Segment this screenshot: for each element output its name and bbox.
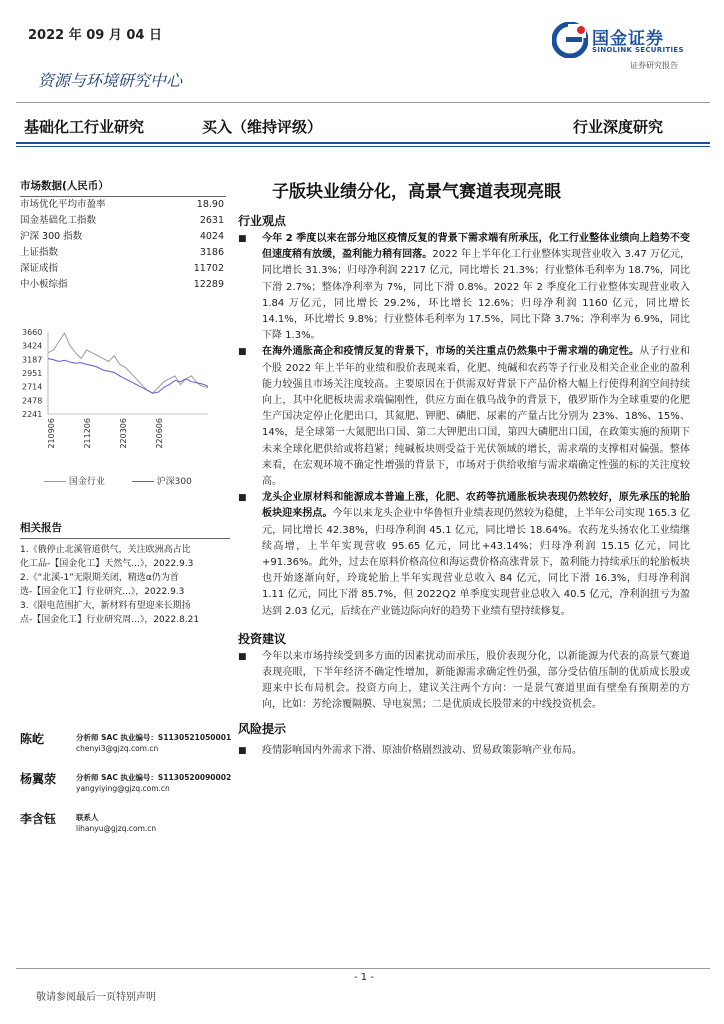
bullet-square-icon: ■ xyxy=(238,745,247,756)
market-data-label: 中小板综指 xyxy=(20,279,68,290)
market-data-row xyxy=(20,245,226,261)
market-data-value: 3186 xyxy=(199,247,224,258)
research-center: 资源与环境研究中心 xyxy=(38,71,183,90)
market-data-row xyxy=(20,213,226,229)
market-data-label: 深证成指 xyxy=(20,263,59,274)
bullet-square-icon: ■ xyxy=(238,493,247,504)
related-reports-rule xyxy=(20,538,230,539)
bullet-paragraph xyxy=(238,649,690,714)
market-data-table xyxy=(20,197,226,293)
chart-legend xyxy=(26,474,192,487)
x-tick-label: 220606 xyxy=(155,418,164,449)
section-heading-advice: 投资建议 xyxy=(238,631,287,646)
bullet-paragraph xyxy=(238,231,690,344)
bullet-lead: 龙头企业原材料和能源成本普遍上涨，化肥、农药等抗通胀板块表现仍然较好，原先承压的轮胎板块迎来拐点。 xyxy=(262,492,690,520)
market-data-row xyxy=(20,261,226,277)
analyst-list xyxy=(20,730,230,850)
bullet-paragraph xyxy=(238,743,690,759)
analyst-email[interactable]: chenyi3@gjzq.com.cn xyxy=(76,744,159,753)
analyst-license: 联系人 xyxy=(76,813,99,822)
y-tick-label: 2951 xyxy=(22,369,43,378)
spacer xyxy=(238,620,690,630)
market-data-label: 上证指数 xyxy=(20,247,59,258)
legend-swatch-hs300 xyxy=(132,481,154,482)
disclaimer: 敬请参阅最后一页特别声明 xyxy=(36,992,156,1003)
legend-label-hs300: 沪深300 xyxy=(156,477,192,487)
bullet-body: 从子行业和个股 2022 年上半年的业绩和股价表现来看，化肥、纯碱和农药等子行业及相关企业企业的盈利能力较强且市场关注度较高。主要原因在于供需双好背景下产品价格大幅上行使得利润空间持续向上，其中化肥板块需求端偏刚性，供应方面在俄乌战争的背景下，俄罗斯作为全球重要的化肥生产国决定停止化肥出口，其氮肥、钾肥、磷肥、尿素的产量占比分别为 23%、18%、15%、14%，是全球第一大氮肥出口国、第二大钾肥出口国，第四大磷肥出口国，在政策实施的预期下未来全球化肥供给或将趋紧；纯碱板块则受益于光伏领域的增长，需求端的支撑相对偏强。整体来看，在宏观环境不确定性增强的背景下，市场对于供给收缩与需求端确定性强的标的关注度较高。 xyxy=(262,346,690,488)
y-tick-label: 2714 xyxy=(22,382,43,392)
bullet-square-icon: ■ xyxy=(238,651,247,662)
analyst-license: 分析师 SAC 执业编号：S1130520090002 xyxy=(76,773,232,782)
analyst-card xyxy=(20,730,230,770)
section-heading-views: 行业观点 xyxy=(238,214,287,228)
y-tick-label: 2478 xyxy=(22,396,43,406)
report-item-line: 化工品-【国金化工】天然气...》，2022.9.3 xyxy=(20,558,194,569)
analyst-card xyxy=(20,810,230,850)
report-tag: 证券研究报告 xyxy=(630,61,678,70)
report-item-line: 选-【国金化工】行业研究...》，2022.9.3 xyxy=(20,586,185,597)
market-data-title: 市场数据(人民币） xyxy=(20,180,109,192)
report-item-line: 1.《俄停止北溪管道供气，关注欧洲高占比 xyxy=(20,545,191,555)
sinolink-logo-icon xyxy=(552,22,588,58)
report-item[interactable] xyxy=(20,572,230,599)
market-data-value: 2631 xyxy=(199,215,224,226)
market-data-value: 12289 xyxy=(193,279,224,290)
bullet-square-icon: ■ xyxy=(238,347,247,358)
index-chart xyxy=(20,322,228,492)
analyst-email[interactable]: yangyiying@gjzq.com.cn xyxy=(76,784,170,793)
bullet-lead: 今年 2 季度以来在部分地区疫情反复的背景下需求端有所承压，化工行业整体业绩向上趋势不变但速度稍有放缓，盈利能力稍有回落。 xyxy=(262,233,690,261)
main-title: 子版块业绩分化，高景气赛道表现亮眼 xyxy=(272,182,561,202)
bullet-body: 今年以来市场持续受到多方面的因素扰动而承压，股价表现分化，以新能源为代表的高景气赛道表现亮眼，下半年经济不确定性增加，新能源需求确定性仍强，部分受估值压制的优质成长股或迎来中长布局机会。投资方向上，建议关注两个方向：一是景气赛道里面有壁垒有预期差的方向，比如：芳纶涂覆隔膜、导电炭黑；二是优质成长股带来的中线投资机会。 xyxy=(262,650,690,711)
market-data-panel xyxy=(20,178,226,293)
market-data-value: 11702 xyxy=(193,263,224,274)
bullet-body: 今年以来龙头企业中华鲁恒升业绩表现仍然较为稳健，上半年公司实现 165.3 亿元，同比增长 42.38%，归母净利润 45.1 亿元，同比增长 18.64%。农药龙头扬农化工业绩继续高增，上半年实现营收 95.65 亿元，同比+43.14%；归母净利润 15.15 亿元，同比+91.36%。此外，过去在原料价格高位和海运费价格高涨背景下，盈利能力持续承压的轮胎板块也开始逐渐向好，玲珑轮胎上半年实现营业总收入 84 亿元，同比下滑 16.3%，归母净利润 1.11 亿元，同比下滑 85.7%，但 2022Q2 单季度实现营业总收入 40.5 亿元，净利润扭亏为盈达到 2.03 亿元，后续在产业链边际向好的趋势下业绩有望持续修复。 xyxy=(262,508,690,617)
market-data-value: 18.90 xyxy=(196,199,224,210)
analyst-card xyxy=(20,770,230,810)
x-tick-label: 220306 xyxy=(119,418,128,449)
report-date: 2022 年 09 月 04 日 xyxy=(28,28,162,43)
related-reports-title: 相关报告 xyxy=(20,522,62,534)
market-data-row xyxy=(20,197,226,213)
industry-name: 基础化工行业研究 xyxy=(24,118,145,136)
analyst-name: 陈屹 xyxy=(20,732,45,746)
bullet-square-icon: ■ xyxy=(238,234,247,244)
report-item-line: 点-【国金化工】行业研究周...》，2022.8.21 xyxy=(20,614,200,625)
header-rule-thick xyxy=(16,142,710,144)
market-data-row xyxy=(20,229,226,245)
rating: 买入（维持评级） xyxy=(202,118,323,136)
x-tick-label: 210906 xyxy=(47,418,56,449)
y-tick-label: 3424 xyxy=(22,341,43,351)
series-line-industry xyxy=(48,333,208,393)
page-number: - 1 - xyxy=(354,972,374,983)
bullet-lead: 在海外通胀高企和疫情反复的背景下，市场的关注重点仍然集中于需求端的确定性。 xyxy=(262,346,640,358)
report-item-line: 3.《限电范围扩大，新材料有望迎来长期扬 xyxy=(20,601,191,611)
bullet-paragraph xyxy=(238,344,690,490)
bullet-paragraph xyxy=(238,490,690,620)
index-chart-svg xyxy=(20,322,228,472)
analyst-license: 分析师 SAC 执业编号：S1130521050001 xyxy=(76,733,232,742)
report-item[interactable] xyxy=(20,600,230,627)
bullet-body: 疫情影响国内外需求下滑、原油价格剧烈波动、贸易政策影响产业布局。 xyxy=(262,744,582,756)
market-data-label: 沪深 300 指数 xyxy=(20,231,83,242)
market-data-row xyxy=(20,277,226,293)
header-rule-thin xyxy=(16,146,710,147)
report-type: 行业深度研究 xyxy=(573,118,664,136)
section-heading-risk: 风险提示 xyxy=(238,721,287,736)
x-tick-label: 211206 xyxy=(83,418,92,449)
y-tick-label: 3187 xyxy=(22,355,43,365)
legend-swatch-industry xyxy=(44,481,66,482)
footer-divider xyxy=(16,968,710,969)
y-tick-label: 2241 xyxy=(22,410,43,419)
main-content xyxy=(238,212,690,759)
brand-name-en: SINOLINK SECURITIES xyxy=(592,46,684,54)
market-data-label: 市场优化平均市盈率 xyxy=(20,199,106,210)
bullet-body: 2022 年上半年化工行业整体实现营业收入 3.47 万亿元，同比增长 31.3%；归母净利润 2217 亿元，同比增长 21.3%；行业整体毛利率为 18.7%，同比下滑 2.7%；整体净利率为 7%，同比下滑 0.8%。2022 年 2 季度化工行业整体实现营业收入 1.84 万亿元，同比增长 29.2%，环比增长 12.6%；归母净利润 1160 亿元，同比增长 14.1%，环比增长 9.8%；行业整体毛利率为 17.5%，同比下降 3.7%；净利率为 6.9%，同比下降 1.3%。 xyxy=(262,249,690,342)
analyst-email[interactable]: lihanyu@gjzq.com.cn xyxy=(76,824,157,833)
y-tick-label: 3660 xyxy=(22,328,43,337)
analyst-name: 杨翼荥 xyxy=(20,772,57,786)
legend-label-industry: 国金行业 xyxy=(68,477,105,487)
series-line-hs300 xyxy=(48,359,208,394)
market-data-value: 4024 xyxy=(199,231,224,242)
related-reports xyxy=(20,520,230,628)
brand-name-cn: 国金证券 xyxy=(592,29,664,49)
report-item-line: 2.《“北溪-1”无限期关闭，精选α仍为首 xyxy=(20,573,179,583)
analyst-name: 李含钰 xyxy=(20,812,57,826)
header-divider xyxy=(16,102,710,103)
report-item[interactable] xyxy=(20,544,230,571)
market-data-label: 国金基础化工指数 xyxy=(20,215,97,226)
